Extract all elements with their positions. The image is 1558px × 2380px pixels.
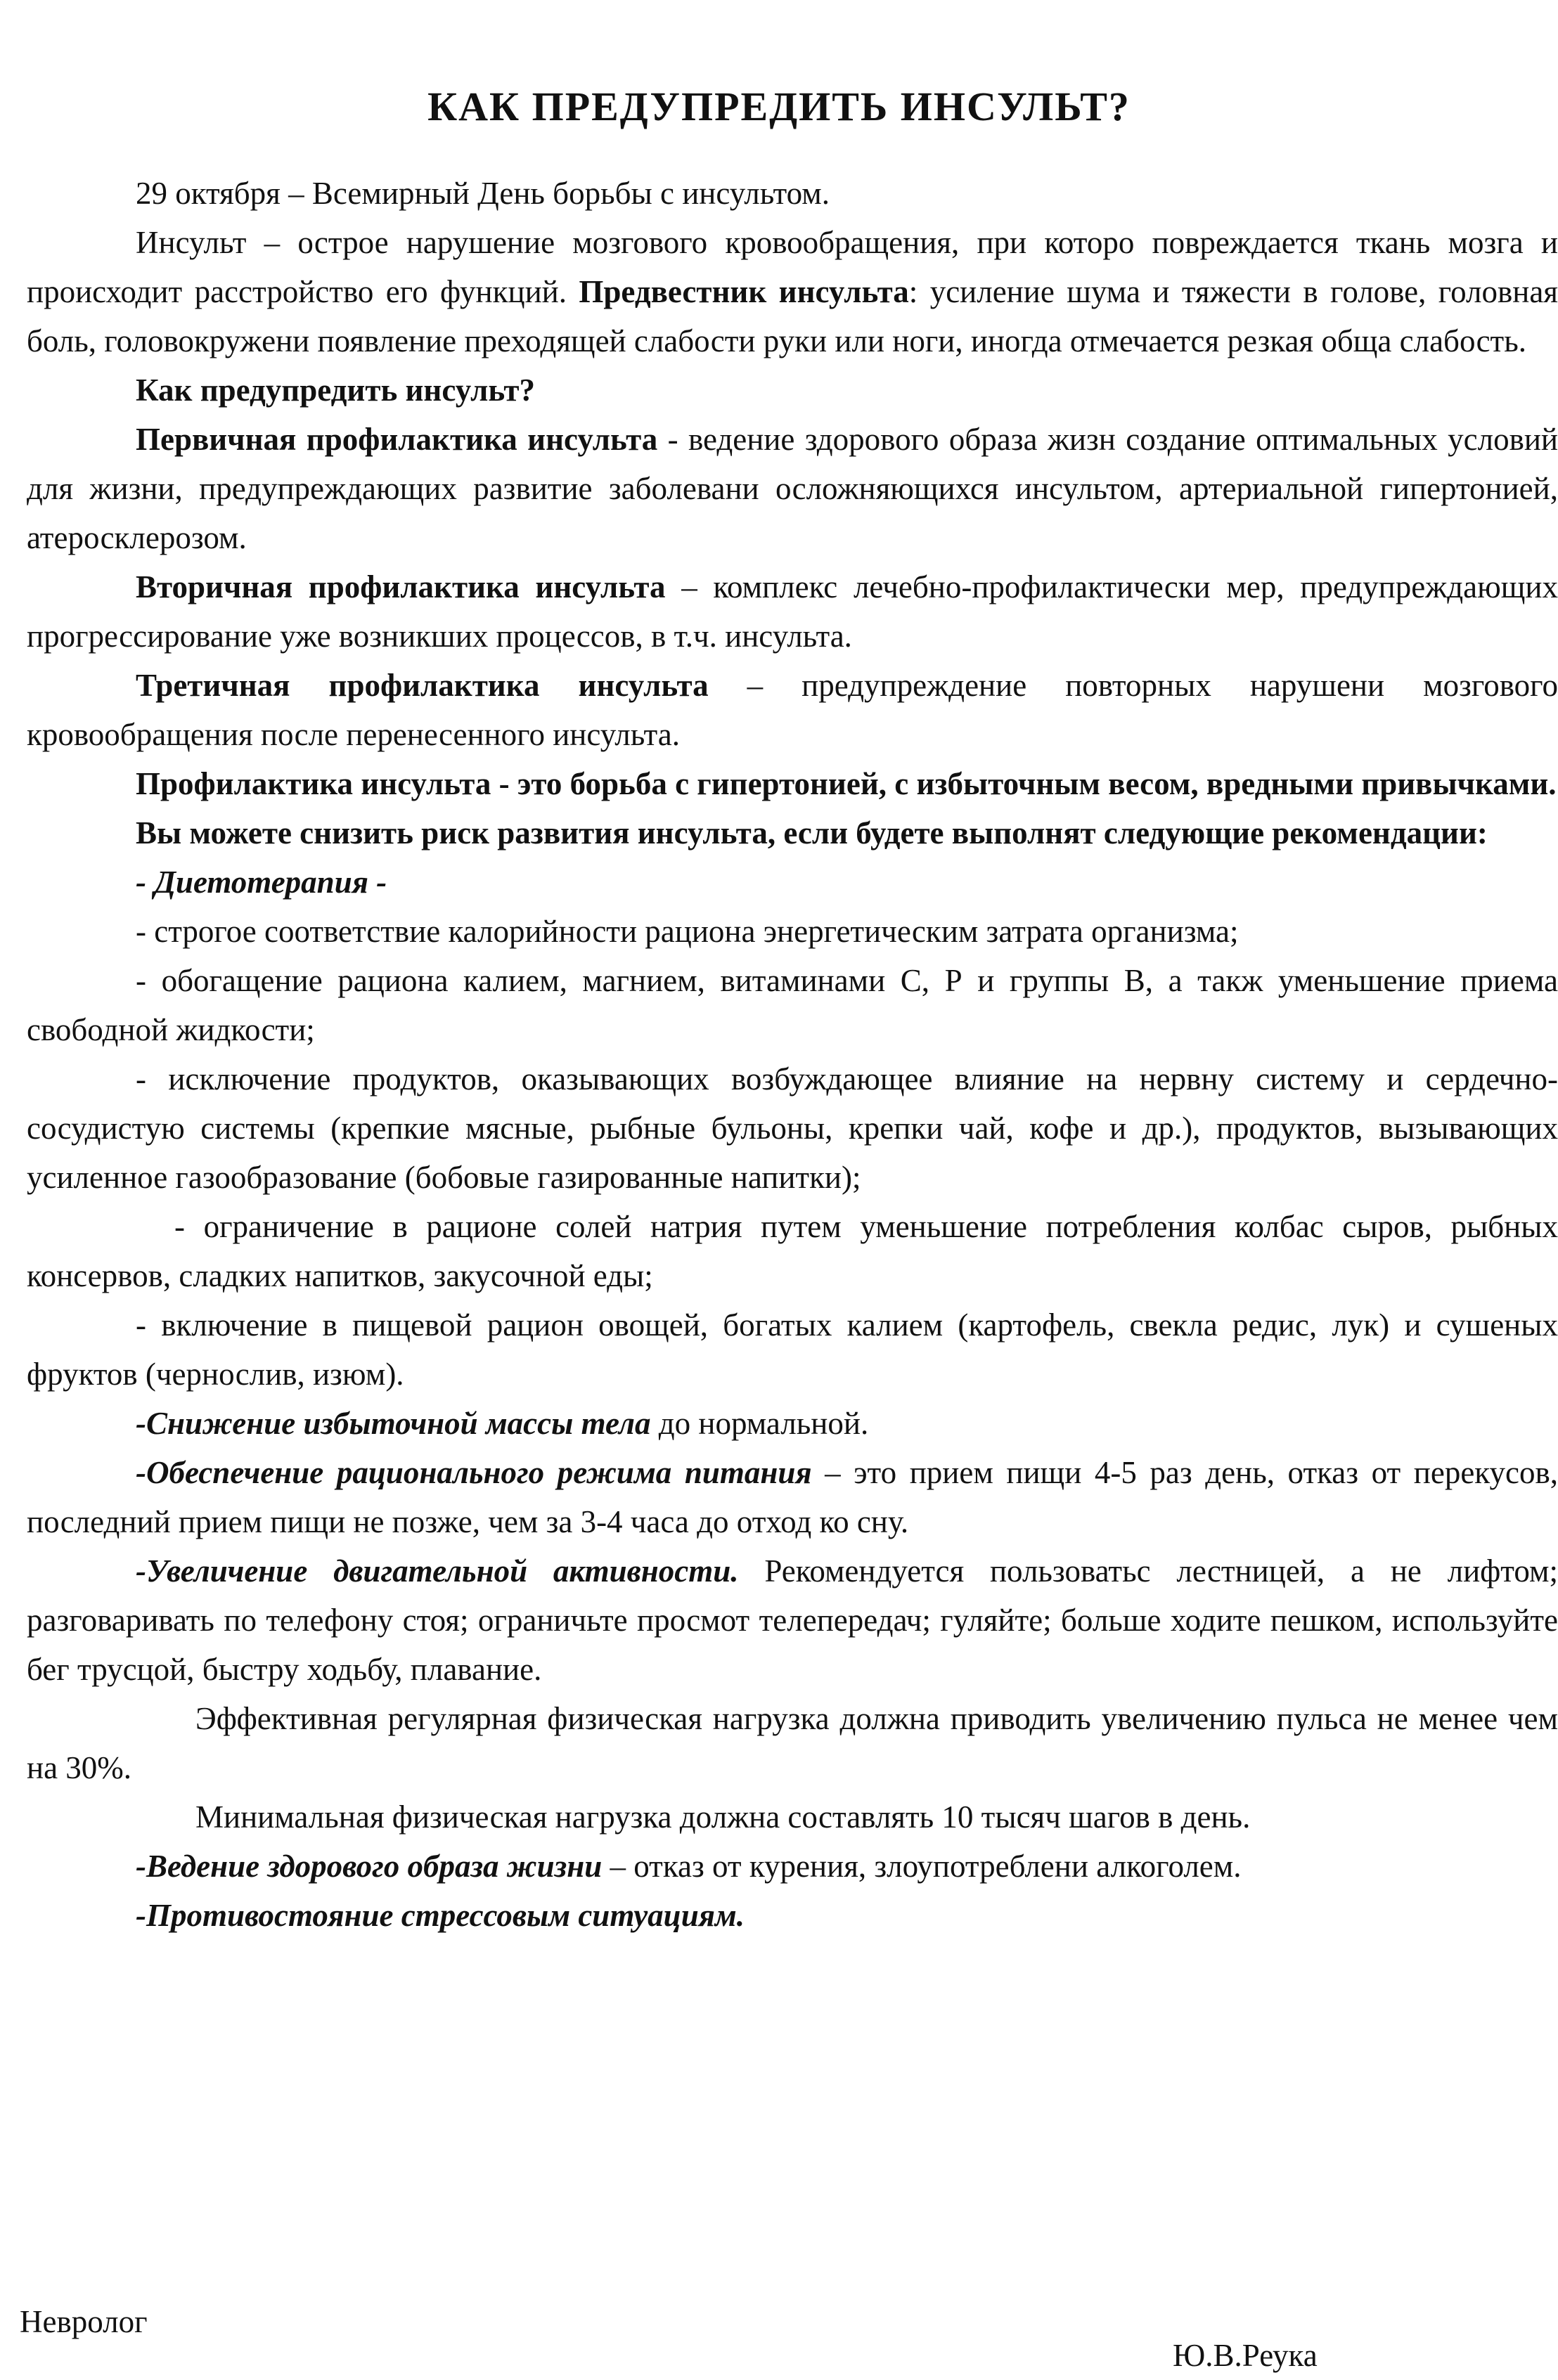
secondary-text: – комплекс лечебно-профилактически мер, предупреждающих прогрессирование уже возникших процессов, в т.ч. инсульта.	[27, 569, 1558, 654]
diet-item: - строгое соответствие калорийности рациона энергетическим затрата организма;	[136, 914, 1239, 949]
lifestyle-text: – отказ от курения, злоупотреблени алкоголем.	[602, 1849, 1242, 1884]
diet-item: - ограничение в рационе солей натрия путем уменьшение потребления колбас сыров, рыбных консервов, сладких напитков, закусочной еды;	[27, 1209, 1558, 1293]
meals-text: – это прием пищи 4-5 раз день, отказ от перекусов, последний прием пищи не позже, чем за 3-4 часа до отход ко сну.	[27, 1455, 1558, 1539]
secondary-prevention	[27, 562, 1558, 661]
author-role: Невролог	[20, 2304, 148, 2339]
diet-item: - обогащение рациона калием, магнием, витаминами С, Р и группы В, а такж уменьшение приема свободной жидкости;	[27, 963, 1558, 1047]
tertiary-text: – предупреждение повторных нарушени мозгового кровообращения после перенесенного инсульта.	[27, 668, 1558, 752]
document-body	[27, 169, 1558, 1940]
date-line: 29 октября – Всемирный День борьбы с инсультом.	[136, 176, 830, 211]
activity-label: -Увеличение двигательной активности.	[136, 1553, 739, 1589]
harbinger-label: Предвестник инсульта	[579, 274, 909, 309]
secondary-label: Вторичная профилактика инсульта	[136, 569, 666, 604]
meals-label: -Обеспечение рационального режима питания	[136, 1455, 812, 1490]
harbinger-text: : усиление шума и тяжести в голове, головная боль, головокружени появление преходящей слабости руки или ноги, иногда отмечается резкая обща слабость.	[27, 274, 1558, 358]
weight-text: до нормальной.	[650, 1406, 869, 1441]
meals-recommendation	[27, 1448, 1558, 1546]
page-title: КАК ПРЕДУПРЕДИТЬ ИНСУЛЬТ?	[427, 84, 1131, 129]
definition-text: Инсульт – острое нарушение мозгового кровообращения, при которо повреждается ткань мозга и происходит расстройство его функций.	[27, 225, 1558, 309]
activity-recommendation	[27, 1546, 1558, 1694]
stress-recommendation: -Противостояние стрессовым ситуациям.	[136, 1898, 745, 1933]
primary-label: Первичная профилактика инсульта	[136, 422, 658, 457]
lifestyle-recommendation	[27, 1842, 1558, 1891]
signature-block	[20, 2297, 1516, 2373]
diet-heading: - Диетотерапия -	[136, 865, 387, 900]
prevention-summary: Профилактика инсульта - это борьба с гипертонией, с избыточным весом, вредными привычками.	[136, 766, 1557, 801]
diet-item: - исключение продуктов, оказывающих возбуждающее влияние на нервну систему и сердечно-сосудистую системы (крепкие мясные, рыбные бульоны, крепки чай, кофе и др.), продуктов, вызывающих усиленное газообразование (бобовые газированные напитки);	[27, 1061, 1558, 1195]
primary-prevention	[27, 415, 1558, 562]
question-heading: Как предупредить инсульт?	[136, 373, 536, 408]
primary-text: - ведение здорового образа жизн создание оптимальных условий для жизни, предупреждающих развитие заболевани осложняющихся инсультом, артериальной гипертонией, атеросклерозом.	[27, 422, 1558, 555]
tertiary-label: Третичная профилактика инсульта	[136, 668, 709, 703]
author-name: Ю.В.Реука	[1173, 2338, 1318, 2373]
activity-text: Рекомендуется пользоватьс лестницей, а не лифтом; разговаривать по телефону стоя; ограничьте просмот телепередач; гуляйте; больше ходите пешком, используйте бег трусцой, быстру ходьбу, плавание.	[27, 1553, 1558, 1687]
recommendations-intro: Вы можете снизить риск развития инсульта, если будете выполнят следующие рекомендации:	[136, 815, 1488, 851]
weight-label: -Снижение избыточной массы тела	[136, 1406, 651, 1441]
definition-paragraph	[27, 218, 1558, 366]
min-load-text: Минимальная физическая нагрузка должна составлять 10 тысяч шагов в день.	[195, 1799, 1251, 1835]
lifestyle-label: -Ведение здорового образа жизни	[136, 1849, 603, 1884]
effective-load-text: Эффективная регулярная физическая нагрузка должна приводить увеличению пульса не менее чем на 30%.	[27, 1701, 1558, 1785]
weight-recommendation	[27, 1399, 1558, 1448]
diet-item: - включение в пищевой рацион овощей, богатых калием (картофель, свекла редис, лук) и сушеных фруктов (чернослив, изюм).	[27, 1307, 1558, 1392]
tertiary-prevention	[27, 661, 1558, 759]
